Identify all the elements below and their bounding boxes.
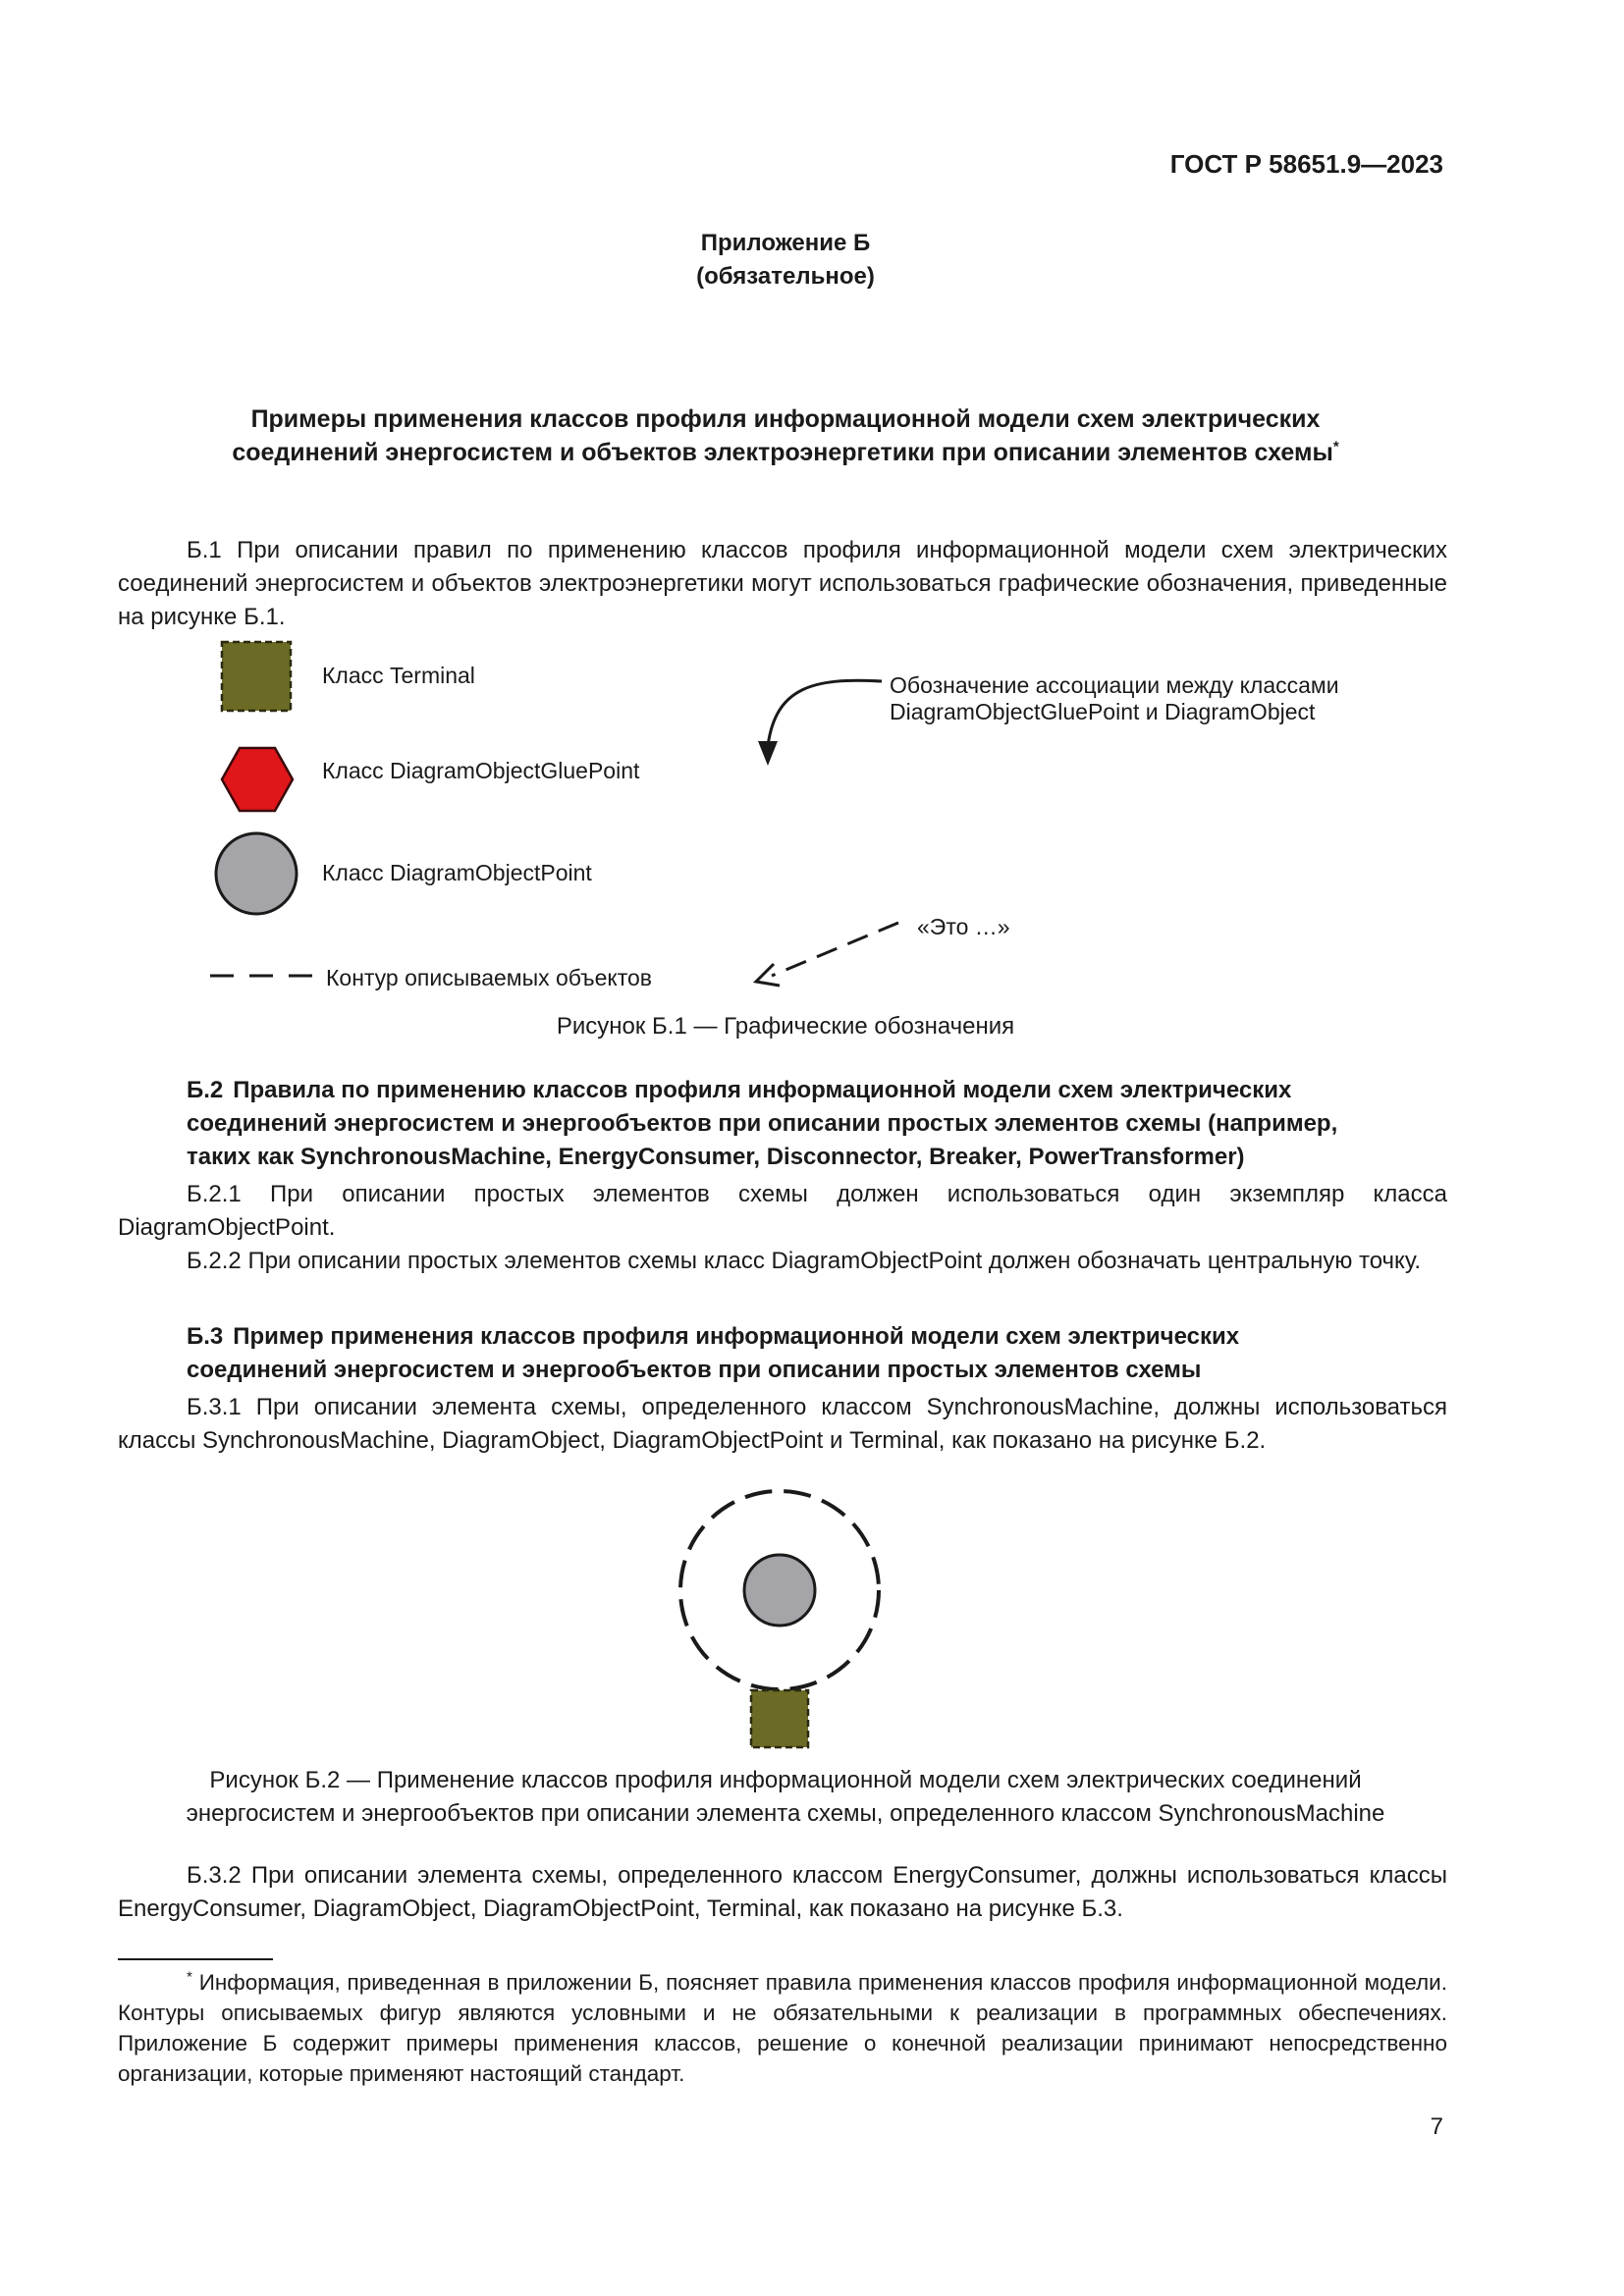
- footnote: [118, 1967, 1447, 2089]
- paragraph-b1: Б.1 При описании правил по применению классов профиля информационной модели схем электрических соединений энергосистем и объектов электроэнергетики могут использоваться графические обозначения, приведенные на рисунке Б.1.: [118, 537, 1447, 630]
- section-b2-number: Б.2: [187, 1077, 224, 1103]
- this-dashed-arrow: [772, 923, 898, 976]
- footnote-text: Информация, приведенная в приложении Б, поясняет правила применения классов профиля информационной модели. Контуры описываемых фигур являются условными и не обязательными к реализации в программных обеспечениях. Приложение Б содержит примеры применения классов, решение о конечной реализации принимают непосредственно организации, которые применяют настоящий стандарт.: [118, 1970, 1447, 2086]
- figure-b2-caption-line1: Рисунок Б.2 — Применение классов профиля информационной модели схем электрических соединений: [209, 1767, 1362, 1793]
- association-arrow: [768, 680, 882, 746]
- main-title-line2: [0, 436, 1571, 469]
- association-arrowhead: [758, 741, 778, 766]
- section-b3-line1: Пример применения классов профиля информационной модели схем электрических: [233, 1323, 1240, 1350]
- main-title-line2-text: соединений энергосистем и объектов электроэнергетики при описании элементов схемы: [232, 439, 1333, 466]
- gluepoint-label: Класс DiagramObjectGluePoint: [322, 758, 640, 783]
- document-code: ГОСТ Р 58651.9—2023: [1169, 149, 1443, 179]
- figure-b1: [0, 628, 1624, 1021]
- association-label-line2: DiagramObjectGluePoint и DiagramObject: [890, 699, 1316, 724]
- point-label: Класс DiagramObjectPoint: [322, 860, 592, 885]
- paragraph-b31: Б.3.1 При описании элемента схемы, определенного классом SynchronousMachine, должны использоваться классы SynchronousMachine, DiagramObject, DiagramObjectPoint и Terminal, как показано на рисунке Б.2.: [118, 1394, 1447, 1454]
- figure-b1-caption: Рисунок Б.1 — Графические обозначения: [556, 1013, 1015, 1040]
- contour-label: Контур описываемых объектов: [326, 965, 652, 990]
- section-b2-line3: таких как SynchronousMachine, EnergyConsumer, Disconnector, Breaker, PowerTransformer): [187, 1144, 1245, 1170]
- paragraph-b21: Б.2.1 При описании простых элементов схемы должен использоваться один экземпляр класса DiagramObjectPoint.: [118, 1181, 1447, 1241]
- paragraph-b22: Б.2.2 При описании простых элементов схемы класс DiagramObjectPoint должен обозначать центральную точку.: [187, 1248, 1422, 1274]
- main-title-line1: Примеры применения классов профиля информационной модели схем электрических: [250, 405, 1321, 433]
- terminal: [751, 1690, 808, 1747]
- terminal-label: Класс Terminal: [322, 663, 475, 688]
- figure-b2: [0, 1472, 1624, 1767]
- footnote-ref[interactable]: *: [1332, 438, 1339, 455]
- this-label: «Это …»: [917, 914, 1010, 939]
- page-number: 7: [1430, 2113, 1443, 2140]
- section-b2-line1: Правила по применению классов профиля информационной модели схем электрических: [233, 1077, 1292, 1103]
- section-b3-heading: [187, 1320, 1447, 1354]
- section-b2-heading: [187, 1074, 1447, 1107]
- terminal-symbol: [222, 642, 291, 711]
- footnote-rule: [118, 1958, 273, 1960]
- association-label-line1: Обозначение ассоциации между классами: [890, 672, 1339, 698]
- gluepoint-symbol: [222, 748, 293, 811]
- diagram-object-point: [744, 1555, 815, 1626]
- appendix-status: (обязательное): [696, 263, 875, 290]
- appendix-title: Приложение Б: [700, 230, 871, 256]
- section-b3-line2: соединений энергосистем и энергообъектов при описании простых элементов схемы: [187, 1357, 1202, 1383]
- section-b2-line2: соединений энергосистем и энергообъектов при описании простых элементов схемы (например,: [187, 1110, 1338, 1137]
- section-b3-number: Б.3: [187, 1323, 224, 1350]
- paragraph-b32: Б.3.2 При описании элемента схемы, определенного классом EnergyConsumer, должны использоваться классы EnergyConsumer, DiagramObject, DiagramObjectPoint, Terminal, как показано на рисунке Б.3.: [118, 1862, 1447, 1922]
- figure-b2-caption-line2: энергосистем и энергообъектов при описании элемента схемы, определенного классом SynchronousMachine: [186, 1800, 1385, 1827]
- point-symbol: [216, 833, 297, 914]
- footnote-mark: *: [187, 1968, 192, 1986]
- this-arrowhead: [756, 964, 780, 986]
